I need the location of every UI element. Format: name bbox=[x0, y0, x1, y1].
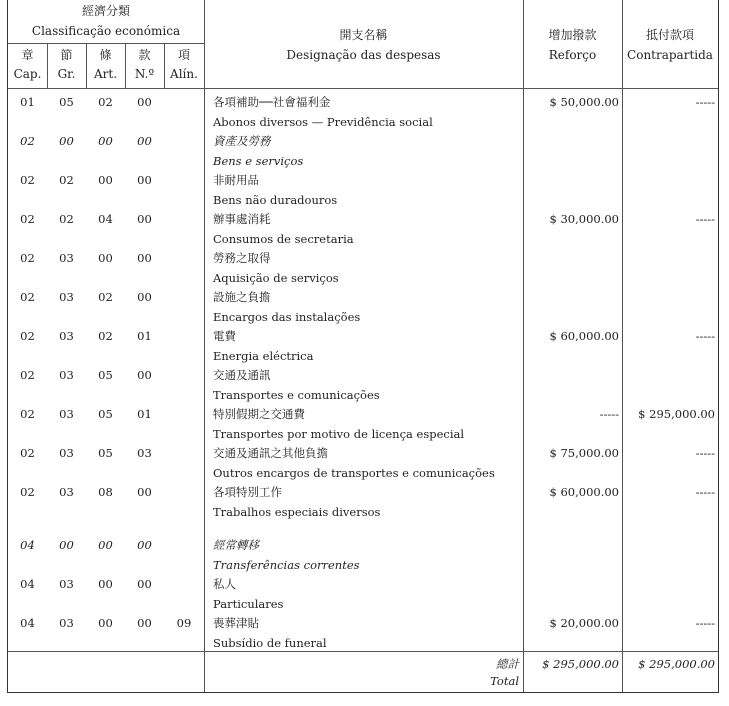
code-gr: 02 bbox=[59, 173, 74, 187]
contrapartida-value: $ 295,000.00 bbox=[638, 407, 715, 421]
designation-zh: 設施之負擔 bbox=[213, 290, 271, 304]
designation-zh: 特別假期之交通費 bbox=[213, 407, 305, 421]
total-top-rule bbox=[8, 651, 718, 652]
col-header-alin-zh: 項 bbox=[177, 48, 190, 62]
designation-pt: Bens não duradouros bbox=[213, 193, 338, 207]
reforco-value: $ 50,000.00 bbox=[549, 95, 619, 109]
code-gr: 03 bbox=[59, 251, 74, 265]
designation-header-pt: Designação das despesas bbox=[286, 48, 441, 62]
contrapartida-value: ----- bbox=[695, 485, 715, 499]
code-art: 02 bbox=[98, 290, 113, 304]
code-gr: 03 bbox=[59, 616, 74, 630]
contrapartida-value: ----- bbox=[695, 446, 715, 460]
code-cap: 02 bbox=[20, 251, 35, 265]
code-cap: 04 bbox=[20, 538, 35, 552]
code-cap: 04 bbox=[20, 616, 35, 630]
code-gr: 05 bbox=[59, 95, 74, 109]
code-art: 00 bbox=[98, 251, 113, 265]
designation-pt: Bens e serviços bbox=[213, 154, 304, 168]
designation-pt: Transportes e comunicações bbox=[213, 388, 380, 402]
designation-zh: 非耐用品 bbox=[213, 173, 259, 187]
code-gr: 03 bbox=[59, 290, 74, 304]
code-no: 00 bbox=[137, 485, 152, 499]
code-cap: 02 bbox=[20, 173, 35, 187]
code-gr: 03 bbox=[59, 577, 74, 591]
designation-zh: 交通及通訊之其他負擔 bbox=[213, 446, 328, 460]
code-art: 05 bbox=[98, 368, 113, 382]
code-cap: 02 bbox=[20, 329, 35, 343]
code-gr: 03 bbox=[59, 368, 74, 382]
designation-pt: Abonos diversos — Previdência social bbox=[213, 115, 433, 129]
designation-zh: 交通及通訊 bbox=[213, 368, 271, 382]
col-header-no-zh: 款 bbox=[138, 48, 151, 62]
col-header-cap-zh: 章 bbox=[21, 48, 34, 62]
code-gr: 00 bbox=[59, 134, 74, 148]
code-art: 04 bbox=[98, 212, 113, 226]
reforco-header-pt: Reforço bbox=[548, 48, 597, 62]
classification-title-zh: 經濟分類 bbox=[81, 4, 130, 18]
designation-pt: Particulares bbox=[213, 597, 284, 611]
contrapartida-header-pt: Contrapartida bbox=[627, 48, 713, 62]
code-no: 00 bbox=[137, 95, 152, 109]
code-gr: 03 bbox=[59, 446, 74, 460]
reforco-value: $ 60,000.00 bbox=[549, 329, 619, 343]
reforco-value: $ 60,000.00 bbox=[549, 485, 619, 499]
designation-pt: Trabalhos especiais diversos bbox=[213, 505, 381, 519]
header-bottom-rule bbox=[8, 88, 718, 89]
contrapartida-value: ----- bbox=[695, 212, 715, 226]
designation-pt: Energia eléctrica bbox=[213, 349, 314, 363]
designation-zh: 各項特別工作 bbox=[213, 485, 282, 499]
reforco-value: ----- bbox=[599, 407, 619, 421]
designation-zh: 電費 bbox=[213, 329, 236, 343]
designation-zh: 喪葬津貼 bbox=[213, 616, 259, 630]
total-reforco: $ 295,000.00 bbox=[542, 657, 619, 671]
total-label-pt: Total bbox=[490, 674, 519, 688]
code-art: 00 bbox=[98, 538, 113, 552]
designation-header-zh: 開支名稱 bbox=[339, 28, 388, 42]
code-gr: 02 bbox=[59, 212, 74, 226]
designation-zh: 經常轉移 bbox=[213, 538, 259, 552]
designation-pt: Consumos de secretaria bbox=[213, 232, 354, 246]
code-art: 00 bbox=[98, 577, 113, 591]
classification-title-pt: Classificação económica bbox=[31, 24, 181, 38]
col-divider bbox=[204, 0, 205, 692]
code-no: 00 bbox=[137, 173, 152, 187]
designation-pt: Encargos das instalações bbox=[213, 310, 361, 324]
code-no: 03 bbox=[137, 446, 152, 460]
reforco-header-zh: 增加撥款 bbox=[548, 28, 597, 42]
code-gr: 03 bbox=[59, 485, 74, 499]
code-gr: 03 bbox=[59, 329, 74, 343]
code-art: 02 bbox=[98, 329, 113, 343]
reforco-value: $ 20,000.00 bbox=[549, 616, 619, 630]
code-art: 05 bbox=[98, 407, 113, 421]
col-header-art-zh: 條 bbox=[99, 48, 112, 62]
col-header-no-pt: N.º bbox=[134, 67, 155, 81]
code-no: 00 bbox=[137, 134, 152, 148]
total-contrapartida: $ 295,000.00 bbox=[638, 657, 715, 671]
designation-zh: 辦事處消耗 bbox=[213, 212, 271, 226]
code-no: 00 bbox=[137, 251, 152, 265]
code-no: 01 bbox=[137, 407, 152, 421]
code-cap: 04 bbox=[20, 577, 35, 591]
col-header-cap-pt: Cap. bbox=[13, 67, 42, 81]
designation-pt: Outros encargos de transportes e comunicações bbox=[213, 466, 495, 480]
code-art: 02 bbox=[98, 95, 113, 109]
code-art: 00 bbox=[98, 134, 113, 148]
reforco-value: $ 75,000.00 bbox=[549, 446, 619, 460]
code-art: 08 bbox=[98, 485, 113, 499]
contrapartida-header-zh: 抵付款項 bbox=[645, 28, 694, 42]
code-art: 00 bbox=[98, 173, 113, 187]
code-no: 00 bbox=[137, 538, 152, 552]
total-label-zh: 總計 bbox=[496, 657, 519, 671]
code-cap: 02 bbox=[20, 485, 35, 499]
designation-pt: Aquisição de serviços bbox=[213, 271, 339, 285]
budget-table bbox=[7, 0, 719, 693]
code-cap: 02 bbox=[20, 407, 35, 421]
code-no: 00 bbox=[137, 577, 152, 591]
col-header-gr-pt: Gr. bbox=[57, 67, 76, 81]
code-no: 00 bbox=[137, 212, 152, 226]
code-cap: 02 bbox=[20, 212, 35, 226]
code-no: 00 bbox=[137, 290, 152, 304]
code-cap: 01 bbox=[20, 95, 35, 109]
designation-pt: Transferências correntes bbox=[213, 558, 360, 572]
header-subdivider bbox=[8, 43, 205, 44]
designation-pt: Transportes por motivo de licença especial bbox=[213, 427, 465, 441]
contrapartida-value: ----- bbox=[695, 95, 715, 109]
designation-pt: Subsídio de funeral bbox=[213, 636, 327, 650]
contrapartida-value: ----- bbox=[695, 616, 715, 630]
reforco-value: $ 30,000.00 bbox=[549, 212, 619, 226]
code-art: 00 bbox=[98, 616, 113, 630]
col-header-alin-pt: Alín. bbox=[170, 67, 198, 81]
code-gr: 00 bbox=[59, 538, 74, 552]
code-art: 05 bbox=[98, 446, 113, 460]
col-header-art-pt: Art. bbox=[93, 67, 118, 81]
contrapartida-value: ----- bbox=[695, 329, 715, 343]
designation-zh: 私人 bbox=[213, 577, 236, 591]
designation-zh: 資產及勞務 bbox=[213, 134, 271, 148]
code-no: 00 bbox=[137, 616, 152, 630]
code-cap: 02 bbox=[20, 134, 35, 148]
code-gr: 03 bbox=[59, 407, 74, 421]
code-cap: 02 bbox=[20, 290, 35, 304]
designation-zh: 勞務之取得 bbox=[213, 251, 271, 265]
code-no: 01 bbox=[137, 329, 152, 343]
code-no: 00 bbox=[137, 368, 152, 382]
designation-zh: 各項補助──社會福利金 bbox=[213, 95, 331, 109]
code-cap: 02 bbox=[20, 446, 35, 460]
code-cap: 02 bbox=[20, 368, 35, 382]
code-alin: 09 bbox=[176, 616, 192, 630]
col-header-gr-zh: 節 bbox=[60, 48, 73, 62]
